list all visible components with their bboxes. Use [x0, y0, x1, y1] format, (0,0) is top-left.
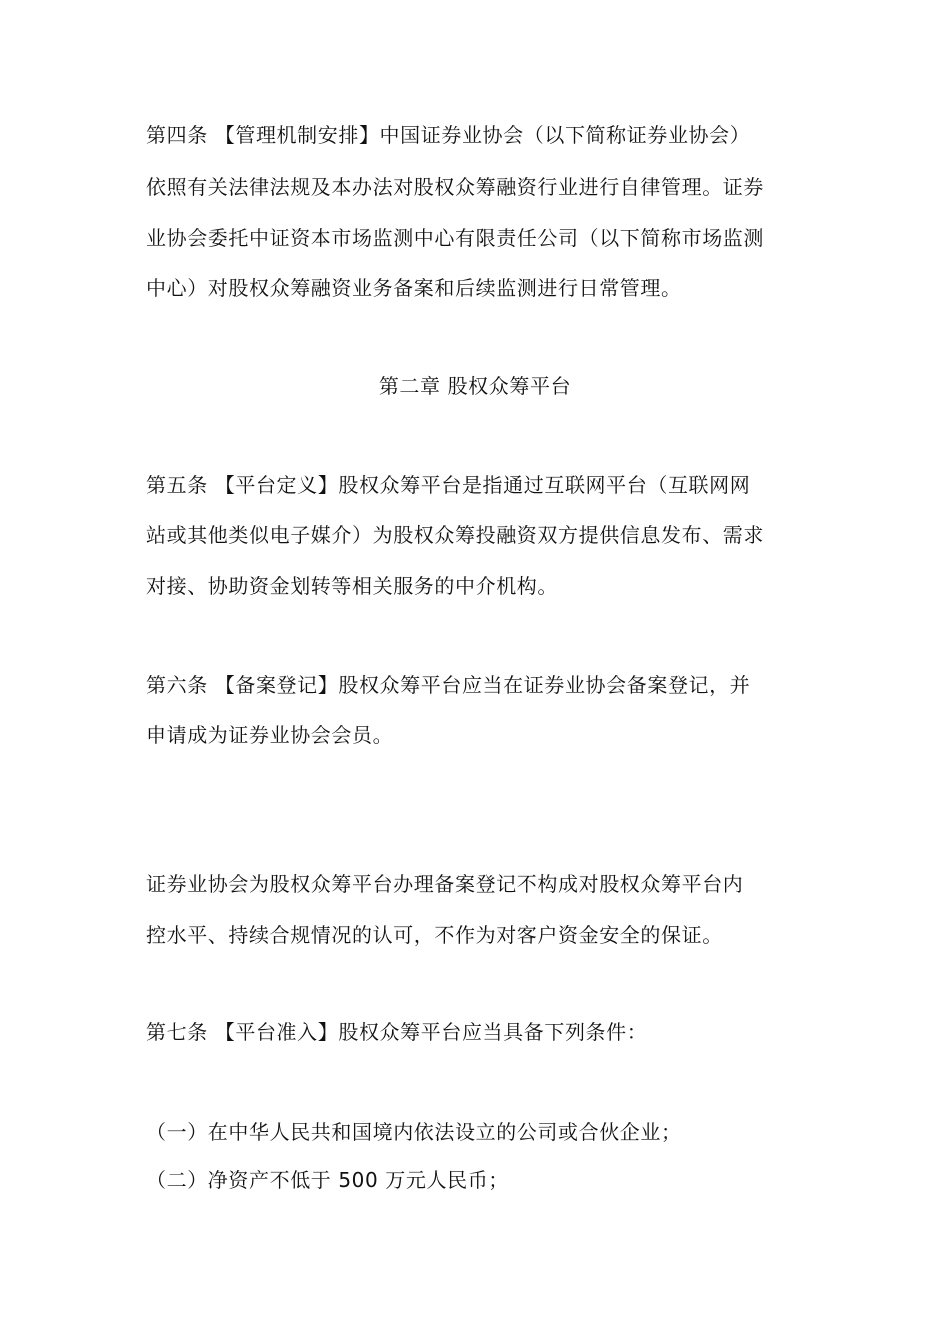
article-5-line-1: 第五条 【平台定义】股权众筹平台是指通过互联网平台（互联网网 [146, 473, 751, 497]
article-6-line-1: 第六条 【备案登记】股权众筹平台应当在证券业协会备案登记，并 [146, 673, 751, 697]
article-4-line-4: 中心）对股权众筹融资业务备案和后续监测进行日常管理。 [146, 276, 682, 300]
chapter-title: 第二章 股权众筹平台 [378, 374, 572, 398]
article-6-line-2: 申请成为证券业协会会员。 [146, 723, 394, 747]
article-4-line-3: 业协会委托中证资本市场监测中心有限责任公司（以下简称市场监测 [146, 226, 764, 250]
article-5-line-3: 对接、协助资金划转等相关服务的中介机构。 [146, 574, 558, 598]
article-5-line-2: 站或其他类似电子媒介）为股权众筹投融资双方提供信息发布、需求 [146, 523, 764, 547]
article-4-line-2: 依照有关法律法规及本办法对股权众筹融资行业进行自律管理。证券 [146, 175, 764, 199]
article-4-line-1: 第四条 【管理机制安排】中国证券业协会（以下简称证券业协会） [146, 123, 751, 147]
condition-item-2: （二）净资产不低于 500 万元人民币； [146, 1168, 509, 1192]
note-line-1: 证券业协会为股权众筹平台办理备案登记不构成对股权众筹平台内 [146, 872, 744, 896]
article-7-line-1: 第七条 【平台准入】股权众筹平台应当具备下列条件： [146, 1020, 648, 1044]
note-line-2: 控水平、持续合规情况的认可，不作为对客户资金安全的保证。 [146, 923, 723, 947]
condition-item-1: （一）在中华人民共和国境内依法设立的公司或合伙企业； [146, 1120, 682, 1144]
